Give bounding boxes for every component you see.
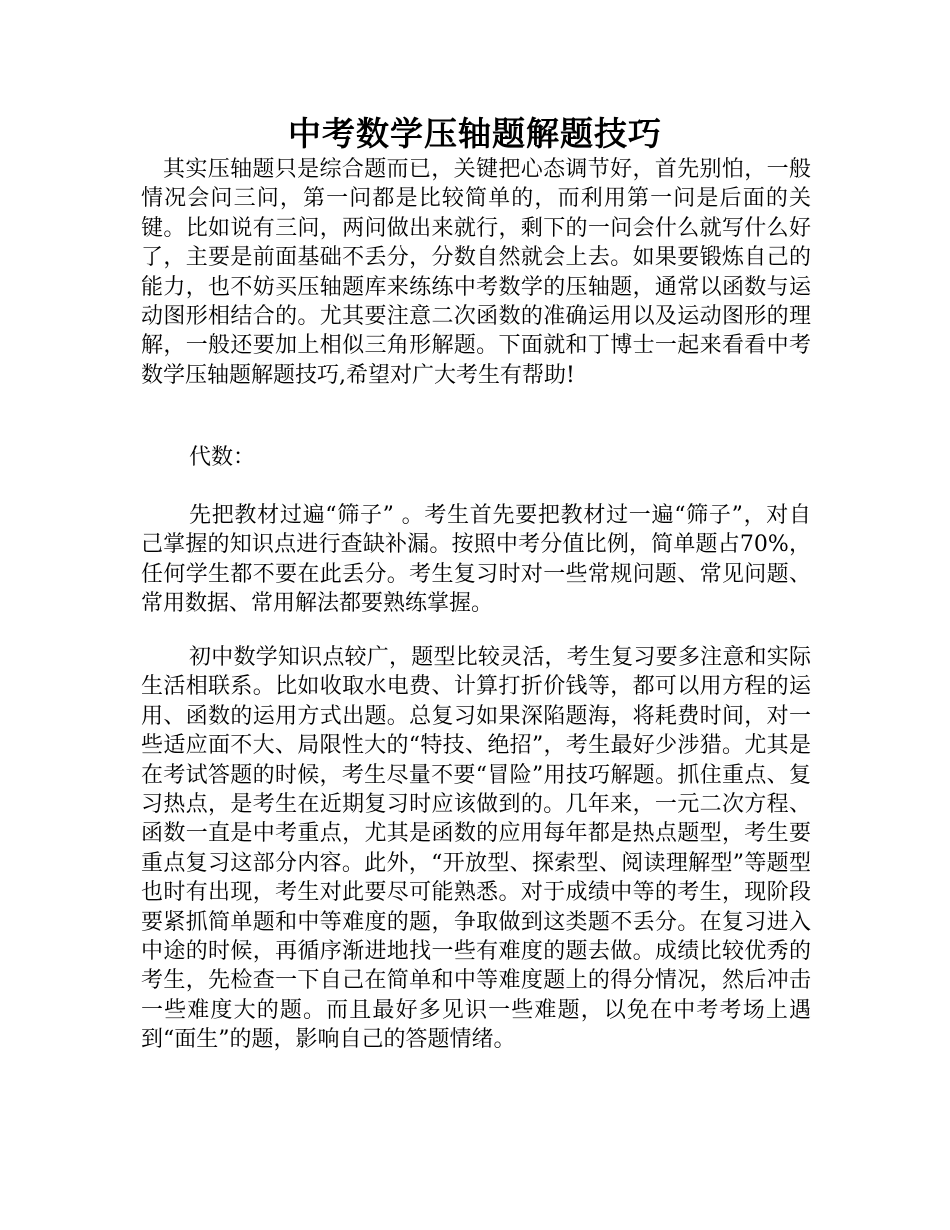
knowledge-points-paragraph: 初中数学知识点较广，题型比较灵活，考生复习要多注意和实际生活相联系。比如收取水电费、计算打折价钱等，都可以用方程的运用、函数的运用方式出题。总复习如果深陷题海，将耗费时间，对一些适应面不大、局限性大的“特技、绝招”，考生最好少涉猎。尤其是在考试答题的时候，考生尽量不要“冒险”用技巧解题。抓住重点、复习热点，是考生在近期复习时应该做到的。几年来，一元二次方程、函数一直是中考重点，尤其是函数的应用每年都是热点题型，考生要重点复习这部分内容。此外，“开放型、探索型、阅读理解型”等题型也时有出现，考生对此要尽可能熟悉。对于成绩中等的考生，现阶段要紧抓简单题和中等难度的题，争取做到这类题不丢分。在复习进入中途的时候，再循序渐进地找一些有难度的题去做。成绩比较优秀的考生，先检查一下自己在简单和中等难度题上的得分情况，然后冲击一些难度大的题。而且最好多见识一些难题，以免在中考考场上遇到“面生”的题，影响自己的答题情绪。 xyxy=(141,645,811,1053)
intro-paragraph: 其实压轴题只是综合题而已，关键把心态调节好，首先别怕，一般情况会问三问，第一问都是比较简单的，而利用第一问是后面的关键。比如说有三问，两问做出来就行，剩下的一问会什么就写什么好了，主要是前面基础不丢分，分数自然就会上去。如果要锻炼自己的能力，也不妨买压轴题库来练练中考数学的压轴题，通常以函数与运动图形相结合的。尤其要注意二次函数的准确运用以及运动图形的理解，一般还要加上相似三角形解题。下面就和丁博士一起来看看中考数学压轴题解题技巧,希望对广大考生有帮助! xyxy=(141,157,811,388)
section-heading-algebra: 代数： xyxy=(189,445,256,470)
document-title: 中考数学压轴题解题技巧 xyxy=(288,114,662,153)
textbook-review-paragraph: 先把教材过遍“筛子” 。考生首先要把教材过一遍“筛子”，对自己掌握的知识点进行查缺补漏。按照中考分值比例，简单题占70%，任何学生都不要在此丢分。考生复习时对一些常规问题、常见问题、常用数据、常用解法都要熟练掌握。 xyxy=(141,503,811,617)
